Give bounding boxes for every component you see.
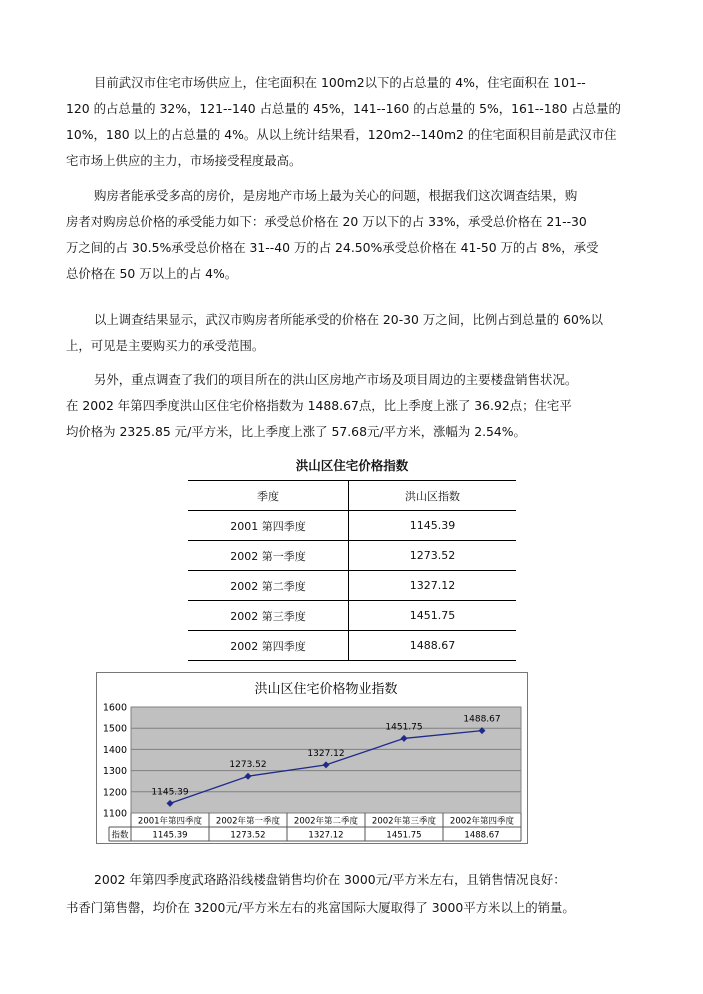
table-cell: 1488.67 — [349, 631, 517, 661]
index-chart — [96, 672, 528, 844]
x-category-label: 2002年第二季度 — [293, 816, 359, 827]
text-line: 购房者能承受多高的房价，是房地产市场上最为关心的问题，根据我们这次调查结果，购 — [94, 188, 578, 203]
table-cell: 2002 第四季度 — [188, 631, 349, 661]
table-row — [188, 511, 516, 541]
text-line: 总价格在 50 万以上的占 4%。 — [66, 266, 238, 281]
text-line: 书香门第售罄，均价在 3200元/平方米左右的兆富国际大厦取得了 3000平方米以上的销量。 — [66, 900, 575, 915]
chart-title: 洪山区住宅价格物业指数 — [254, 682, 398, 697]
table-row — [188, 541, 516, 571]
text-line: 房者对购房总价格的承受能力如下：承受总价格在 20 万以下的占 33%，承受总价格在 21--30 — [66, 214, 587, 229]
x-category-label: 2002年第一季度 — [215, 816, 281, 827]
x-category-label: 2002年第四季度 — [449, 816, 515, 827]
text-line: 目前武汉市住宅市场供应上，住宅面积在 100m2以下的占总量的 4%，住宅面积在 101-- — [94, 75, 586, 90]
table-cell: 1145.39 — [349, 511, 517, 541]
table-cell: 2001 第四季度 — [188, 511, 349, 541]
table-cell: 1273.52 — [349, 541, 517, 571]
text-line: 万之间的占 30.5%承受总价格在 31--40 万的占 24.50%承受总价格在 41-50 万的占 8%，承受 — [66, 240, 599, 255]
text-line: 以上调查结果显示，武汉市购房者所能承受的价格在 20-30 万之间，比例占到总量的 60%以 — [94, 312, 604, 327]
y-tick-label: 1300 — [102, 766, 127, 778]
table-cell: 2002 第三季度 — [188, 601, 349, 631]
table-header-cell: 季度 — [188, 481, 349, 511]
data-label: 1488.67 — [463, 714, 501, 725]
data-label: 1451.75 — [385, 722, 423, 733]
text-line: 在 2002 年第四季度洪山区住宅价格指数为 1488.67点，比上季度上涨了 36.92点；住宅平 — [66, 398, 572, 413]
table-row — [188, 631, 516, 661]
y-tick-label: 1100 — [102, 808, 127, 820]
table-cell: 2002 第二季度 — [188, 571, 349, 601]
y-tick-label: 1200 — [102, 787, 127, 799]
y-tick-label: 1400 — [102, 744, 127, 756]
data-table-value: 1145.39 — [152, 830, 188, 841]
x-category-label: 2001年第四季度 — [137, 816, 203, 827]
text-line: 均价格为 2325.85 元/平方米，比上季度上涨了 57.68元/平方米，涨幅为 2.54%。 — [66, 424, 526, 439]
data-label: 1327.12 — [307, 748, 345, 759]
text-line: 宅市场上供应的主力，市场接受程度最高。 — [66, 153, 302, 168]
data-table-value: 1451.75 — [386, 830, 422, 841]
table-row — [188, 601, 516, 631]
text-line: 上，可见是主要购买力的承受范围。 — [66, 338, 265, 353]
table-title: 洪山区住宅价格指数 — [295, 458, 409, 473]
y-tick-label: 1600 — [102, 702, 127, 714]
data-table-value: 1327.12 — [308, 830, 344, 841]
data-label: 1145.39 — [151, 787, 189, 798]
text-line: 2002 年第四季度武珞路沿线楼盘销售均价在 3000元/平方米左右，且销售情况良好： — [94, 872, 566, 887]
chart-svg — [97, 673, 527, 843]
table-header-cell: 洪山区指数 — [349, 481, 517, 511]
y-tick-label: 1500 — [102, 723, 127, 735]
x-category-label: 2002年第三季度 — [371, 816, 437, 827]
text-line: 10%，180 以上的占总量的 4%。从以上统计结果看，120m2--140m2 的住宅面积目前是武汉市住 — [66, 127, 617, 142]
table-cell: 1327.12 — [349, 571, 517, 601]
table-row — [188, 571, 516, 601]
data-table-row-label: 指数 — [111, 830, 129, 841]
data-table-value: 1273.52 — [230, 830, 266, 841]
data-table-value: 1488.67 — [464, 830, 500, 841]
table-cell: 2002 第一季度 — [188, 541, 349, 571]
text-line: 另外，重点调查了我们的项目所在的洪山区房地产市场及项目周边的主要楼盘销售状况。 — [94, 372, 578, 387]
table-cell: 1451.75 — [349, 601, 517, 631]
table-header-row — [188, 481, 516, 511]
text-line: 120 的占总量的 32%，121--140 占总量的 45%，141--160 的占总量的 5%，161--180 占总量的 — [66, 101, 621, 116]
index-table — [188, 480, 516, 661]
data-label: 1273.52 — [229, 760, 267, 771]
